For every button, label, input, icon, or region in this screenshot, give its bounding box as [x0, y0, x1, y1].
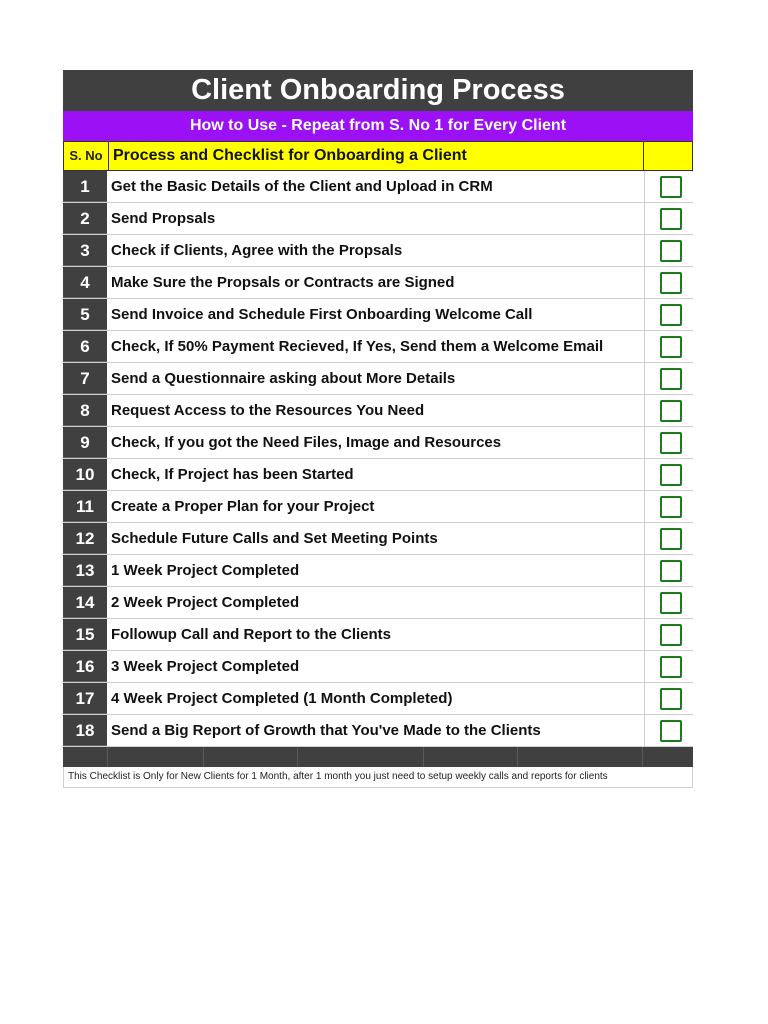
row-task-text: Request Access to the Resources You Need: [107, 395, 645, 426]
row-number: 6: [63, 331, 107, 362]
task-checkbox[interactable]: [660, 176, 682, 198]
task-checkbox[interactable]: [660, 688, 682, 710]
row-task-text: 1 Week Project Completed: [107, 555, 645, 586]
checkbox-cell: [645, 715, 693, 746]
row-task-text: 4 Week Project Completed (1 Month Completed): [107, 683, 645, 714]
table-row: [63, 587, 693, 619]
checkbox-cell: [645, 171, 693, 202]
task-checkbox[interactable]: [660, 240, 682, 262]
row-number: 1: [63, 171, 107, 202]
checkbox-cell: [645, 651, 693, 682]
checkbox-cell: [645, 619, 693, 650]
task-checkbox[interactable]: [660, 336, 682, 358]
table-row: [63, 331, 693, 363]
checklist-rows: [63, 171, 693, 747]
checkbox-cell: [645, 363, 693, 394]
row-number: 18: [63, 715, 107, 746]
header-sno: S. No: [64, 142, 109, 170]
table-row: [63, 299, 693, 331]
checkbox-cell: [645, 683, 693, 714]
table-row: [63, 235, 693, 267]
row-number: 10: [63, 459, 107, 490]
row-number: 7: [63, 363, 107, 394]
row-number: 14: [63, 587, 107, 618]
table-row: [63, 459, 693, 491]
table-row: [63, 267, 693, 299]
task-checkbox[interactable]: [660, 528, 682, 550]
task-checkbox[interactable]: [660, 208, 682, 230]
table-row: [63, 491, 693, 523]
checkbox-cell: [645, 395, 693, 426]
row-task-text: Check if Clients, Agree with the Propsals: [107, 235, 645, 266]
task-checkbox[interactable]: [660, 272, 682, 294]
row-number: 12: [63, 523, 107, 554]
table-row: [63, 395, 693, 427]
header-check-column: [644, 142, 692, 170]
row-task-text: Send Invoice and Schedule First Onboarding Welcome Call: [107, 299, 645, 330]
checkbox-cell: [645, 427, 693, 458]
row-number: 11: [63, 491, 107, 522]
page-title: Client Onboarding Process: [63, 70, 693, 111]
checkbox-cell: [645, 491, 693, 522]
row-number: 15: [63, 619, 107, 650]
table-row: [63, 683, 693, 715]
table-row: [63, 171, 693, 203]
checkbox-cell: [645, 587, 693, 618]
row-task-text: Send Propsals: [107, 203, 645, 234]
row-task-text: Make Sure the Propsals or Contracts are Signed: [107, 267, 645, 298]
row-task-text: Schedule Future Calls and Set Meeting Points: [107, 523, 645, 554]
footer-bar: [63, 747, 693, 767]
task-checkbox[interactable]: [660, 624, 682, 646]
checkbox-cell: [645, 235, 693, 266]
task-checkbox[interactable]: [660, 720, 682, 742]
checkbox-cell: [645, 459, 693, 490]
checkbox-cell: [645, 203, 693, 234]
table-row: [63, 203, 693, 235]
row-number: 5: [63, 299, 107, 330]
row-number: 3: [63, 235, 107, 266]
task-checkbox[interactable]: [660, 368, 682, 390]
row-number: 2: [63, 203, 107, 234]
table-row: [63, 427, 693, 459]
table-row: [63, 363, 693, 395]
task-checkbox[interactable]: [660, 496, 682, 518]
row-task-text: Send a Questionnaire asking about More Details: [107, 363, 645, 394]
table-header: [63, 141, 693, 171]
task-checkbox[interactable]: [660, 656, 682, 678]
subtitle-banner: How to Use - Repeat from S. No 1 for Every Client: [63, 111, 693, 141]
row-task-text: Check, If you got the Need Files, Image and Resources: [107, 427, 645, 458]
task-checkbox[interactable]: [660, 304, 682, 326]
row-number: 17: [63, 683, 107, 714]
row-task-text: 2 Week Project Completed: [107, 587, 645, 618]
task-checkbox[interactable]: [660, 592, 682, 614]
task-checkbox[interactable]: [660, 560, 682, 582]
checklist-sheet: [63, 70, 693, 788]
table-row: [63, 555, 693, 587]
task-checkbox[interactable]: [660, 464, 682, 486]
row-task-text: Send a Big Report of Growth that You've Made to the Clients: [107, 715, 645, 746]
table-row: [63, 715, 693, 747]
task-checkbox[interactable]: [660, 400, 682, 422]
row-number: 13: [63, 555, 107, 586]
table-row: [63, 523, 693, 555]
row-number: 16: [63, 651, 107, 682]
checkbox-cell: [645, 331, 693, 362]
row-task-text: Create a Proper Plan for your Project: [107, 491, 645, 522]
footer-note: This Checklist is Only for New Clients for 1 Month, after 1 month you just need to setup weekly calls and reports for clients: [63, 767, 693, 788]
row-task-text: Followup Call and Report to the Clients: [107, 619, 645, 650]
checkbox-cell: [645, 267, 693, 298]
row-task-text: Check, If 50% Payment Recieved, If Yes, Send them a Welcome Email: [107, 331, 645, 362]
task-checkbox[interactable]: [660, 432, 682, 454]
row-number: 9: [63, 427, 107, 458]
row-task-text: 3 Week Project Completed: [107, 651, 645, 682]
row-task-text: Check, If Project has been Started: [107, 459, 645, 490]
checkbox-cell: [645, 523, 693, 554]
checkbox-cell: [645, 555, 693, 586]
row-number: 4: [63, 267, 107, 298]
table-row: [63, 651, 693, 683]
table-row: [63, 619, 693, 651]
header-process: Process and Checklist for Onboarding a Client: [109, 142, 644, 170]
checkbox-cell: [645, 299, 693, 330]
row-task-text: Get the Basic Details of the Client and Upload in CRM: [107, 171, 645, 202]
row-number: 8: [63, 395, 107, 426]
